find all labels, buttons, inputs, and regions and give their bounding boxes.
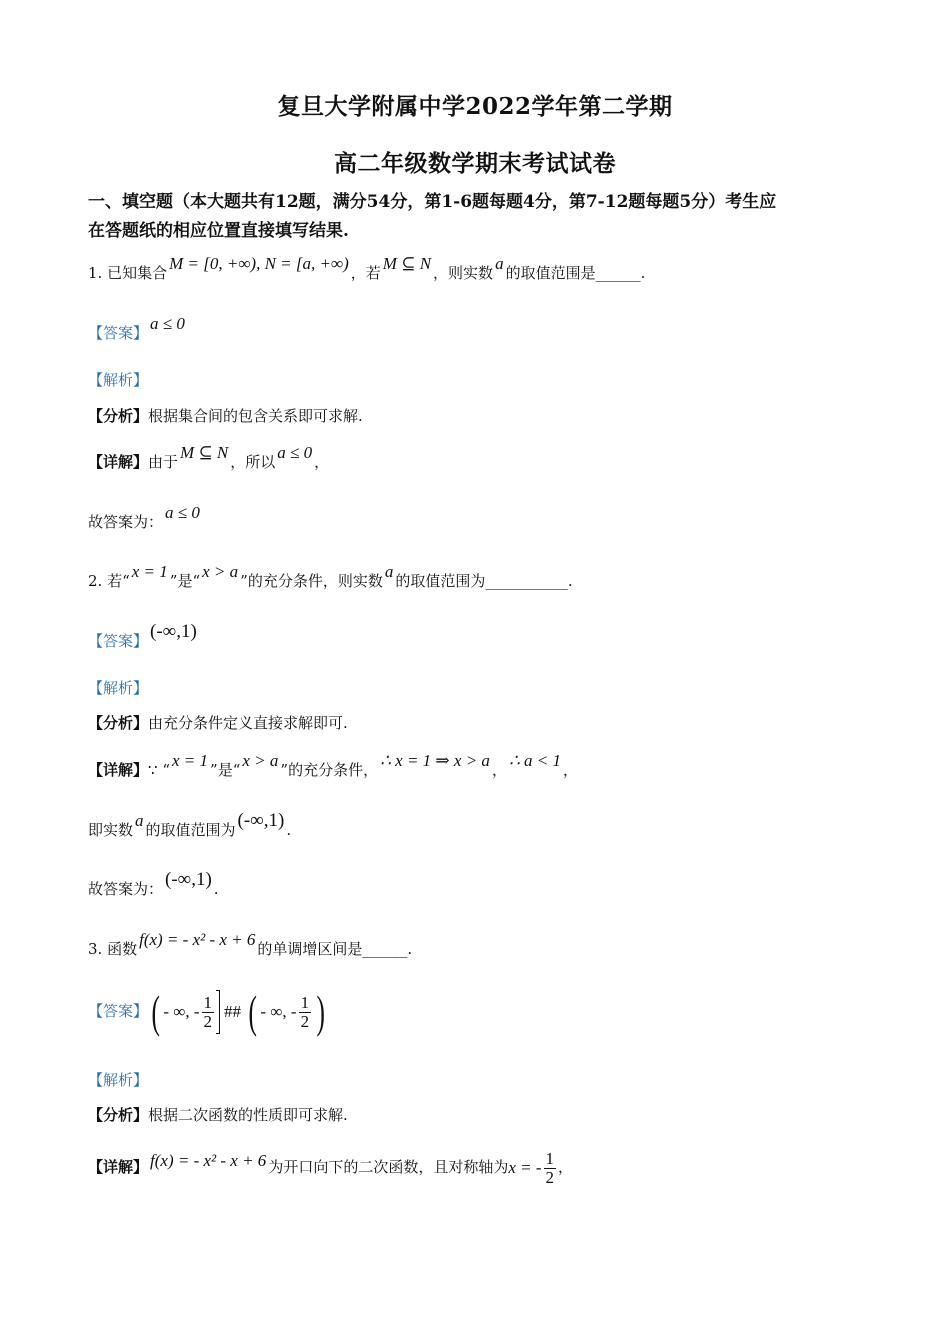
q1-prefix: 1. 已知集合 — [88, 264, 168, 282]
left-paren-icon-2: ( — [248, 986, 257, 1037]
q1-answer-label: 【答案】 — [88, 324, 149, 342]
q3-note-label: 【分析】 — [88, 1106, 149, 1124]
q3-answer-label: 【答案】 — [88, 1002, 149, 1020]
q1-detail-end: ， — [314, 453, 330, 471]
left-paren-icon: ( — [151, 986, 160, 1037]
q2-end: 的取值范围为___________. — [395, 572, 573, 590]
section-heading-line2: 在答题纸的相应位置直接填写结果. — [88, 221, 349, 241]
q2-d-sep: ， — [491, 761, 507, 779]
q3-answer-b-pre: - ∞, - — [260, 1002, 297, 1021]
q3-detail-func: f(x) = - x² - x + 6 — [150, 1151, 267, 1170]
q2-answer-label: 【答案】 — [88, 632, 149, 650]
q1-answer-line — [88, 314, 878, 343]
q1-detail-pre: 由于 — [148, 453, 179, 471]
q3-answer-a-pre: - ∞, - — [163, 1002, 200, 1021]
exam-title-line1: 复旦大学附属中学2022学年第二学期 — [277, 93, 673, 120]
q2-variable: a — [384, 562, 394, 581]
question-3 — [88, 930, 878, 959]
q3-function: f(x) = - x² - x + 6 — [139, 930, 256, 949]
q1-analysis-note — [88, 406, 878, 426]
q2-detail-label: 【详解】 — [88, 761, 149, 779]
q2-d-implication: ∴ x = 1 ⇒ x > a — [380, 751, 490, 770]
q2-d-cond2: x > a — [242, 751, 279, 770]
q2-final-pre: 故答案为： — [88, 880, 164, 898]
q1-condition: M ⊆ N — [382, 254, 432, 273]
q2-l2-mid: 的取值范围为 — [145, 821, 236, 839]
q2-analysis-note — [88, 713, 878, 733]
q3-detail — [88, 1147, 878, 1188]
q2-final-answer: (-∞,1) — [165, 869, 212, 890]
q1-detail-label: 【详解】 — [88, 453, 149, 471]
q3-detail-axis-fraction — [544, 1150, 557, 1187]
q2-l2-pre: 即实数 — [88, 821, 134, 839]
right-paren-icon: ) — [316, 986, 325, 1037]
q1-analysis-text: 【解析】 — [88, 371, 149, 389]
q3-detail-mid: 为开口向下的二次函数，且对称轴为 — [268, 1158, 509, 1176]
q1-detail-cond: M ⊆ N — [180, 443, 229, 462]
q2-prefix: 2. 若“ — [88, 572, 130, 590]
q2-d-end: ， — [563, 761, 579, 779]
q3-answer-separator: ## — [224, 1002, 242, 1021]
q1-mid: ，若 — [350, 264, 381, 282]
q1-detail-res: a ≤ 0 — [277, 443, 313, 462]
q3-analysis-text: 【解析】 — [88, 1071, 149, 1089]
q2-l2-end: . — [286, 821, 292, 839]
q1-set-expression: M = [0, +∞), N = [a, +∞) — [169, 254, 349, 273]
q2-d-cond1: x = 1 — [172, 751, 209, 770]
q2-analysis-label — [88, 678, 878, 698]
q2-d-is: ”是“ — [210, 761, 241, 779]
q3-detail-end: ， — [558, 1158, 574, 1176]
q2-answer: (-∞,1) — [150, 621, 197, 642]
q1-end: 的取值范围是______. — [505, 264, 646, 282]
q1-final — [88, 503, 878, 532]
q2-final — [88, 869, 878, 899]
q3-answer-a-num: 1 — [203, 992, 213, 1012]
q2-final-end: . — [213, 880, 219, 898]
q1-note: 根据集合间的包含关系即可求解. — [148, 407, 363, 425]
section-heading — [88, 188, 878, 246]
q2-note: 由充分条件定义直接求解即可. — [148, 714, 348, 732]
q3-analysis-note — [88, 1105, 878, 1125]
q1-analysis-label — [88, 370, 878, 390]
q2-l2-var: a — [135, 811, 144, 830]
q1-note-label: 【分析】 — [88, 407, 149, 425]
q2-note-label: 【分析】 — [88, 714, 149, 732]
q3-end: 的单调增区间是______. — [257, 940, 413, 958]
q3-detail-axis-num: 1 — [545, 1148, 555, 1168]
q3-detail-axis-den: 2 — [545, 1167, 555, 1187]
q3-answer-line — [88, 988, 878, 1035]
q2-cond2: x > a — [202, 562, 239, 581]
q1-variable: a — [495, 254, 504, 273]
question-1 — [88, 254, 878, 283]
q3-answer-b-num: 1 — [300, 992, 310, 1012]
q2-l2-val: (-∞,1) — [237, 810, 285, 831]
q3-note: 根据二次函数的性质即可求解. — [148, 1106, 348, 1124]
q2-range-line — [88, 810, 878, 840]
q2-d-because: ∵ “ — [148, 761, 170, 779]
q1-tail: ，则实数 — [433, 264, 494, 282]
q3-answer-a-fraction — [202, 994, 215, 1031]
q1-final-answer: a ≤ 0 — [165, 503, 200, 522]
q2-mid1: ”是“ — [169, 572, 201, 590]
question-2 — [88, 562, 878, 591]
q2-analysis-text: 【解析】 — [88, 679, 149, 697]
q3-detail-label: 【详解】 — [88, 1158, 149, 1176]
q1-final-pre: 故答案为： — [88, 513, 164, 531]
q3-prefix: 3. 函数 — [88, 940, 138, 958]
q2-d-result: ∴ a < 1 — [508, 751, 561, 770]
q1-detail-mid: ，所以 — [230, 453, 276, 471]
q2-cond1: x = 1 — [131, 562, 168, 581]
section-heading-line1: 一、填空题（本大题共有12题，满分54分，第1-6题每题4分，第7-12题每题5分）考生应 — [88, 192, 777, 212]
q3-answer-a-den: 2 — [203, 1011, 213, 1031]
q3-answer-b-den: 2 — [300, 1011, 310, 1031]
q3-detail-axis-pre: x = - — [508, 1158, 542, 1177]
q3-analysis-label — [88, 1070, 878, 1090]
q2-mid2: ”的充分条件，则实数 — [240, 572, 383, 590]
q3-answer-b-fraction — [299, 994, 312, 1031]
q2-answer-line — [88, 621, 878, 651]
q1-detail — [88, 443, 878, 472]
right-bracket-icon — [216, 990, 220, 1034]
exam-title-line2: 高二年级数学期末考试试卷 — [334, 150, 616, 177]
q2-d-suff: ”的充分条件， — [280, 761, 379, 779]
q2-detail — [88, 751, 878, 780]
q1-answer: a ≤ 0 — [150, 314, 185, 333]
